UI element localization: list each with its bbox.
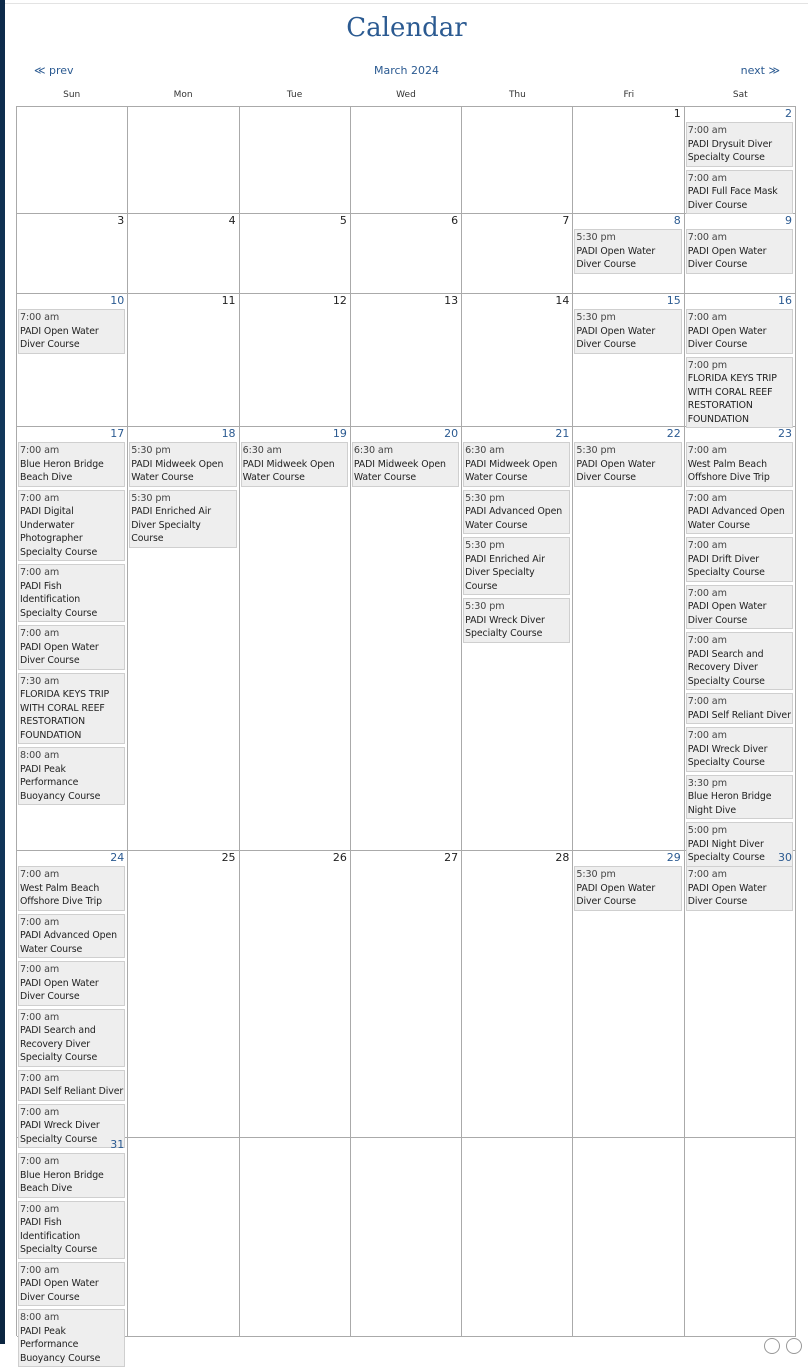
- day-number: [462, 108, 572, 120]
- event-time: 7:00 am: [687, 312, 727, 323]
- day-cell: [573, 107, 684, 214]
- event-time: 7:00 am: [20, 916, 60, 928]
- day-cell: [17, 294, 128, 427]
- day-number[interactable]: 20: [444, 427, 459, 440]
- day-number: 3: [117, 214, 125, 227]
- day-cell: [462, 107, 573, 214]
- event-time: 5:30 pm: [465, 540, 505, 551]
- day-cell: [462, 1138, 573, 1337]
- calendar-event[interactable]: [686, 585, 793, 630]
- event-title: PADI Wreck Diver Specialty Course: [465, 614, 545, 639]
- calendar-event[interactable]: [18, 625, 125, 670]
- weekday-wed: Wed: [396, 90, 416, 100]
- event-time: 7:00 am: [687, 635, 727, 646]
- day-number[interactable]: 8: [673, 214, 681, 227]
- window-edge: [0, 0, 5, 1344]
- event-title: PADI Open Water Diver Course: [20, 977, 99, 1002]
- day-cell: [240, 214, 351, 294]
- day-cell: [685, 107, 796, 214]
- day-cell: [462, 214, 573, 294]
- day-number: [240, 1139, 350, 1151]
- event-time: 3:30 pm: [687, 777, 728, 789]
- event-title: PADI Open Water Diver Course: [576, 325, 656, 350]
- day-number: 28: [555, 851, 570, 864]
- day-cell: [240, 851, 351, 1138]
- event-title: PADI Full Face Mask Diver Course: [687, 186, 778, 211]
- event-time: 5:30 pm: [576, 312, 616, 323]
- circle-button-icon[interactable]: [786, 1338, 802, 1354]
- calendar-event[interactable]: [574, 229, 681, 274]
- day-cell: [128, 851, 239, 1138]
- day-number: 1: [673, 107, 681, 120]
- event-time: 8:00 am: [20, 1312, 60, 1323]
- calendar-event[interactable]: [463, 598, 570, 643]
- calendar-event[interactable]: [18, 490, 125, 562]
- weekday-header: [16, 89, 796, 101]
- day-cell: [573, 214, 684, 294]
- day-number: [351, 108, 461, 120]
- day-number: [240, 108, 350, 120]
- event-title: PADI Advanced Open Water Course: [20, 930, 117, 955]
- day-number: 11: [221, 294, 236, 307]
- calendar-event[interactable]: [686, 693, 793, 724]
- event-title: Blue Heron Bridge Beach Dive: [20, 458, 104, 483]
- day-number: [17, 108, 127, 120]
- day-cell: [351, 1138, 462, 1337]
- day-cell: [351, 294, 462, 427]
- day-cell: [128, 427, 239, 851]
- event-title: PADI Peak Performance Buoyancy Course: [20, 763, 101, 802]
- event-time: 7:00 am: [687, 232, 727, 243]
- calendar-grid: [16, 106, 796, 1364]
- event-time: 7:00 am: [20, 1156, 60, 1167]
- event-time: 7:00 am: [687, 869, 727, 880]
- day-cell: [685, 214, 796, 294]
- event-title: FLORIDA KEYS TRIP WITH CORAL REEF RESTORATION FOUNDATION: [20, 689, 110, 741]
- day-cell: [462, 851, 573, 1138]
- calendar-event[interactable]: [463, 490, 570, 535]
- event-title: PADI Fish Identification Specialty Course: [20, 1217, 98, 1255]
- event-title: PADI Fish Identification Specialty Course: [20, 580, 98, 619]
- weekday-sun: Sun: [63, 90, 81, 100]
- calendar-event[interactable]: [352, 442, 459, 487]
- calendar-event[interactable]: [686, 775, 793, 820]
- event-title: PADI Midweek Open Water Course: [465, 458, 558, 483]
- event-time: 5:00 pm: [687, 825, 728, 836]
- event-title: West Palm Beach Offshore Dive Trip: [20, 882, 103, 907]
- day-number: [462, 1139, 572, 1151]
- day-cell: [240, 1138, 351, 1337]
- day-number[interactable]: 19: [332, 427, 347, 440]
- calendar-event[interactable]: [574, 309, 681, 354]
- event-title: PADI Open Water Diver Course: [687, 325, 767, 350]
- day-cell: [128, 214, 239, 294]
- day-cell: [240, 294, 351, 427]
- calendar-event[interactable]: [686, 122, 793, 167]
- event-title: PADI Open Water Diver Course: [687, 601, 767, 626]
- event-time: 7:00 am: [687, 696, 727, 707]
- event-title: PADI Enriched Air Diver Specialty Course: [131, 506, 212, 544]
- event-time: 7:00 am: [687, 172, 727, 184]
- event-time: 5:30 pm: [131, 492, 171, 504]
- event-time: 5:30 pm: [576, 232, 616, 243]
- event-time: 7:00 am: [20, 1106, 60, 1118]
- day-number: 4: [228, 214, 236, 227]
- event-title: PADI Midweek Open Water Course: [131, 458, 224, 483]
- event-time: 6:30 am: [242, 445, 282, 456]
- event-time: 6:30 am: [465, 445, 505, 456]
- current-month-label: March 2024: [373, 64, 440, 77]
- corner-controls: [764, 1338, 802, 1354]
- calendar-event[interactable]: [574, 866, 681, 911]
- calendar-event[interactable]: [18, 1009, 125, 1067]
- circle-button-icon[interactable]: [764, 1338, 780, 1354]
- day-number: 27: [444, 851, 459, 864]
- event-time: 7:00 pm: [687, 359, 728, 371]
- day-number: 6: [451, 214, 459, 227]
- event-time: 7:00 am: [687, 125, 727, 136]
- calendar-event[interactable]: [18, 747, 125, 805]
- event-time: 7:00 am: [20, 492, 60, 504]
- event-title: PADI Digital Underwater Photographer Specialty Course: [20, 506, 98, 558]
- calendar-event[interactable]: [18, 961, 125, 1006]
- day-number[interactable]: 24: [110, 851, 125, 864]
- event-title: PADI Open Water Diver Course: [576, 245, 656, 270]
- calendar-event[interactable]: [18, 1262, 125, 1307]
- event-time: 5:30 pm: [465, 492, 505, 504]
- day-cell: [573, 294, 684, 427]
- day-cell: [128, 1138, 239, 1337]
- day-cell: [351, 427, 462, 851]
- weekday-fri: Fri: [623, 90, 635, 100]
- day-number[interactable]: 2: [784, 107, 792, 120]
- event-title: PADI Open Water Diver Course: [687, 882, 767, 907]
- event-time: 7:00 am: [20, 1203, 60, 1215]
- event-title: Blue Heron Bridge Beach Dive: [20, 1169, 104, 1194]
- calendar-event[interactable]: [129, 490, 236, 548]
- day-cell: [685, 427, 796, 863]
- day-number: 26: [332, 851, 347, 864]
- event-time: 8:00 am: [20, 750, 60, 761]
- event-time: 5:30 pm: [576, 869, 616, 880]
- weekday-tue: Tue: [286, 90, 303, 100]
- event-time: 7:00 am: [687, 587, 727, 599]
- day-cell: [240, 107, 351, 214]
- calendar-event[interactable]: [686, 537, 793, 582]
- event-title: Blue Heron Bridge Night Dive: [687, 791, 772, 816]
- event-title: PADI Self Reliant Diver: [687, 709, 791, 721]
- day-number: [685, 1139, 795, 1151]
- event-title: PADI Search and Recovery Diver Specialty Course: [687, 648, 765, 687]
- event-title: PADI Midweek Open Water Course: [242, 458, 335, 483]
- day-cell: [462, 294, 573, 427]
- event-time: 7:00 am: [20, 869, 60, 880]
- day-cell: [17, 1138, 128, 1364]
- calendar-event[interactable]: [686, 309, 793, 354]
- event-title: PADI Night Diver Specialty Course: [687, 838, 765, 863]
- event-time: 5:30 pm: [576, 445, 616, 456]
- day-number[interactable]: 10: [110, 294, 125, 307]
- event-time: 7:00 am: [20, 1264, 60, 1276]
- weekday-thu: Thu: [508, 90, 526, 100]
- event-title: West Palm Beach Offshore Dive Trip: [687, 458, 770, 483]
- event-title: PADI Wreck Diver Specialty Course: [687, 743, 768, 768]
- event-time: 7:00 am: [20, 628, 60, 639]
- weekday-mon: Mon: [173, 90, 193, 100]
- event-title: PADI Drift Diver Specialty Course: [687, 553, 765, 578]
- event-title: PADI Advanced Open Water Course: [687, 506, 785, 531]
- event-time: 5:30 pm: [131, 445, 171, 456]
- day-cell: [685, 851, 796, 1138]
- event-title: PADI Enriched Air Diver Specialty Course: [465, 553, 545, 592]
- event-title: PADI Open Water Diver Course: [576, 458, 656, 483]
- top-divider: [5, 3, 808, 4]
- event-time: 7:00 am: [687, 730, 727, 741]
- event-time: 7:00 am: [20, 1011, 60, 1023]
- day-cell: [685, 1138, 796, 1337]
- calendar-event[interactable]: [129, 442, 236, 487]
- event-title: PADI Drysuit Diver Specialty Course: [687, 138, 773, 163]
- day-number: [351, 1139, 461, 1151]
- day-number[interactable]: 30: [777, 851, 792, 864]
- day-cell: [128, 294, 239, 427]
- next-month-link[interactable]: next ≫: [740, 64, 780, 77]
- day-cell: [17, 427, 128, 851]
- calendar-event[interactable]: [686, 229, 793, 274]
- event-title: PADI Advanced Open Water Course: [465, 506, 563, 531]
- event-time: 7:00 am: [20, 445, 60, 456]
- calendar-event[interactable]: [18, 564, 125, 622]
- event-title: FLORIDA KEYS TRIP WITH CORAL REEF RESTORATION FOUNDATION: [687, 373, 777, 425]
- event-time: 5:30 pm: [465, 601, 505, 612]
- day-number: 7: [562, 214, 570, 227]
- day-number: [573, 1139, 683, 1151]
- event-time: 7:00 am: [20, 1072, 60, 1084]
- event-title: PADI Wreck Diver Specialty Course: [20, 1120, 100, 1145]
- day-cell: [351, 107, 462, 214]
- event-time: 7:00 am: [687, 540, 727, 551]
- day-number: [128, 108, 238, 120]
- event-time: 7:00 am: [20, 312, 60, 323]
- event-time: 7:30 am: [20, 675, 60, 687]
- day-cell: [573, 1138, 684, 1337]
- day-cell: [351, 851, 462, 1138]
- calendar-event[interactable]: [18, 442, 125, 487]
- event-title: PADI Open Water Diver Course: [20, 325, 99, 350]
- event-title: PADI Open Water Diver Course: [576, 882, 656, 907]
- calendar-event[interactable]: [18, 1201, 125, 1259]
- day-number[interactable]: 15: [666, 294, 681, 307]
- event-title: PADI Self Reliant Diver: [20, 1086, 124, 1097]
- day-cell: [351, 214, 462, 294]
- event-title: PADI Open Water Diver Course: [20, 1278, 99, 1303]
- calendar-event[interactable]: [574, 442, 681, 487]
- calendar-event[interactable]: [686, 490, 793, 535]
- day-number: 25: [221, 851, 236, 864]
- calendar-event[interactable]: [686, 442, 793, 487]
- weekday-sat: Sat: [732, 90, 748, 100]
- day-cell: [240, 427, 351, 851]
- calendar-event[interactable]: [18, 309, 125, 354]
- event-title: PADI Open Water Diver Course: [687, 245, 767, 270]
- event-time: 7:00 am: [20, 964, 60, 975]
- page-title: Calendar: [346, 13, 467, 43]
- day-number[interactable]: 23: [777, 427, 792, 440]
- event-title: PADI Search and Recovery Diver Specialty Course: [20, 1025, 98, 1063]
- event-time: 7:00 am: [687, 445, 727, 456]
- event-title: PADI Midweek Open Water Course: [353, 458, 446, 483]
- calendar-event[interactable]: [686, 632, 793, 690]
- day-cell: [573, 427, 684, 851]
- calendar-event[interactable]: [18, 914, 125, 959]
- calendar-event[interactable]: [18, 673, 125, 745]
- prev-month-link[interactable]: ≪ prev: [34, 64, 74, 77]
- day-number[interactable]: 9: [784, 214, 792, 227]
- calendar-event[interactable]: [686, 866, 793, 911]
- event-time: 7:00 am: [20, 567, 60, 578]
- calendar-event[interactable]: [241, 442, 348, 487]
- day-number: 5: [339, 214, 347, 227]
- day-cell: [573, 851, 684, 1138]
- calendar-event[interactable]: [686, 357, 793, 429]
- day-number[interactable]: 29: [666, 851, 681, 864]
- day-number[interactable]: 22: [666, 427, 681, 440]
- day-number[interactable]: 17: [110, 427, 125, 440]
- calendar-event[interactable]: [686, 170, 793, 215]
- day-number: 13: [444, 294, 459, 307]
- calendar-event[interactable]: [686, 727, 793, 772]
- calendar-event[interactable]: [18, 1153, 125, 1198]
- event-time: 7:00 am: [687, 492, 727, 504]
- day-cell: [462, 427, 573, 851]
- calendar-event[interactable]: [463, 537, 570, 595]
- day-number[interactable]: 18: [221, 427, 236, 440]
- event-title: PADI Peak Performance Buoyancy Course: [20, 1325, 101, 1364]
- event-title: PADI Open Water Diver Course: [20, 641, 99, 666]
- day-cell: [17, 107, 128, 214]
- calendar-event[interactable]: [18, 1309, 125, 1367]
- day-number[interactable]: 16: [777, 294, 792, 307]
- day-number: 14: [555, 294, 570, 307]
- day-number[interactable]: 21: [555, 427, 570, 440]
- calendar-event[interactable]: [18, 1070, 125, 1101]
- day-number[interactable]: 31: [110, 1138, 125, 1151]
- day-cell: [17, 214, 128, 294]
- calendar-event[interactable]: [463, 442, 570, 487]
- event-time: 6:30 am: [353, 445, 393, 456]
- day-cell: [128, 107, 239, 214]
- day-number: [128, 1139, 238, 1151]
- day-cell: [685, 294, 796, 427]
- day-number: 12: [332, 294, 347, 307]
- calendar-event[interactable]: [18, 866, 125, 911]
